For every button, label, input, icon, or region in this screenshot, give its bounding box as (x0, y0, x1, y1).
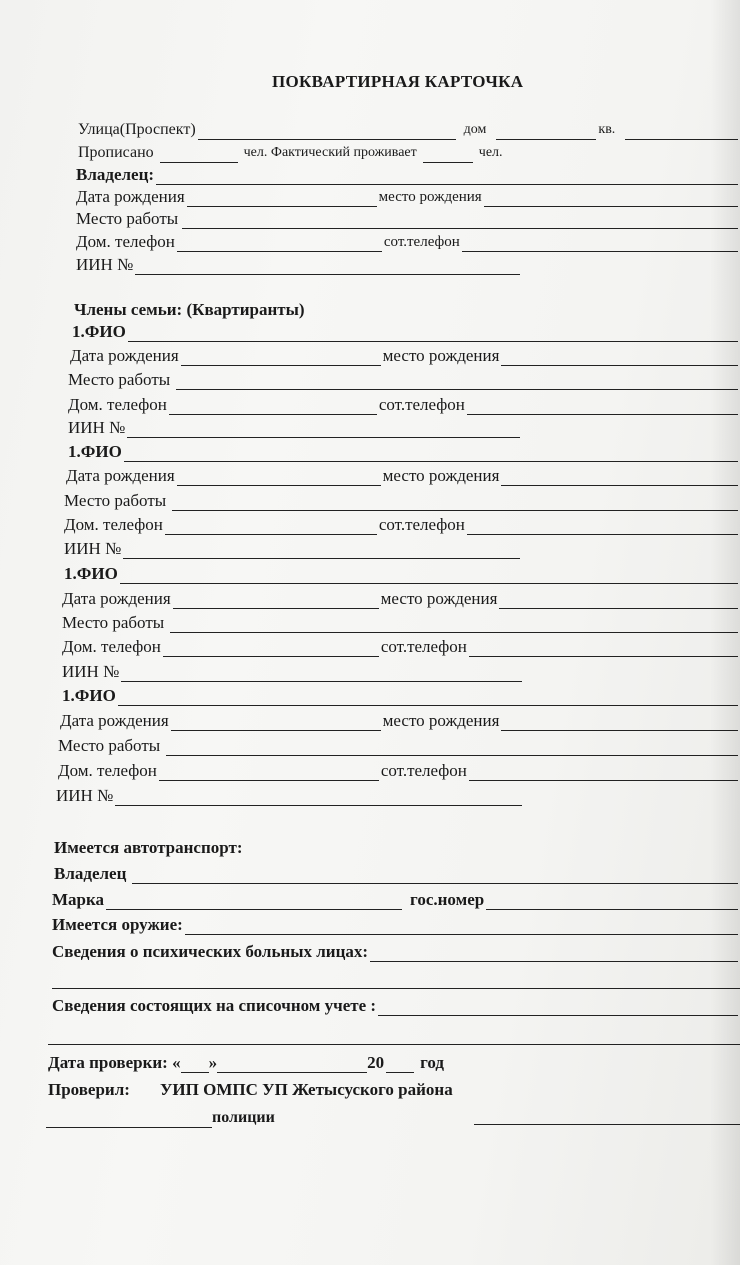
owner-mobile-field[interactable] (462, 234, 738, 252)
weapon-row (52, 913, 740, 935)
member-2-iin-row (64, 537, 522, 559)
member-mobile-field[interactable] (467, 397, 738, 415)
member-mobile-label: сот.телефон (380, 761, 467, 780)
signature-line[interactable] (474, 1124, 740, 1125)
member-1-fio-row (72, 320, 740, 342)
check-year-field[interactable] (386, 1055, 414, 1073)
member-iin-field[interactable] (115, 788, 522, 806)
owner-birth-place-field[interactable] (484, 189, 738, 207)
owner-phone-row (76, 230, 740, 252)
member-birth-place-label: место рождения (380, 589, 498, 608)
vehicle-heading-row (54, 836, 454, 858)
owner-iin-row (76, 253, 522, 275)
member-4-phone-row (58, 759, 740, 781)
member-iin-field[interactable] (127, 420, 520, 438)
member-home-phone-label: Дом. телефон (58, 761, 157, 780)
member-1-iin-row (68, 416, 522, 438)
vehicle-brand-label: Марка (52, 890, 105, 909)
member-work-field[interactable] (176, 372, 738, 390)
registered-row (78, 141, 638, 163)
member-2-birth-row (66, 464, 740, 486)
check-date-label: Дата проверки: « (48, 1053, 181, 1072)
member-iin-label: ИИН № (64, 539, 122, 558)
apt-field[interactable] (625, 122, 738, 140)
member-birth-date-field[interactable] (173, 591, 379, 609)
member-birth-place-field[interactable] (501, 468, 738, 486)
member-1-phone-row (68, 393, 740, 415)
year-label: год (420, 1053, 444, 1072)
owner-home-phone-field[interactable] (177, 234, 382, 252)
member-fio-label: 1.ФИО (62, 686, 116, 705)
house-label: дом (463, 122, 487, 137)
member-iin-field[interactable] (121, 664, 522, 682)
member-2-work-row (64, 489, 740, 511)
member-mobile-label: сот.телефон (378, 515, 465, 534)
police-label: полиции (212, 1109, 275, 1126)
owner-work-row (76, 207, 740, 229)
checked-by-row (48, 1078, 608, 1100)
member-4-iin-row (56, 784, 524, 806)
member-mobile-field[interactable] (469, 639, 738, 657)
member-mobile-field[interactable] (469, 763, 738, 781)
member-4-fio-row (62, 684, 740, 706)
owner-birth-row (76, 185, 740, 207)
people-unit-label: чел. (478, 145, 503, 160)
actual-count-field[interactable] (423, 145, 473, 163)
member-home-phone-field[interactable] (169, 397, 377, 415)
member-iin-label: ИИН № (68, 418, 126, 437)
member-home-phone-label: Дом. телефон (62, 637, 161, 656)
actual-living-label: чел. Фактический проживает (243, 145, 417, 160)
registry-field[interactable] (378, 998, 738, 1016)
member-4-work-row (58, 734, 740, 756)
member-birth-date-label: Дата рождения (62, 589, 171, 608)
member-work-field[interactable] (170, 615, 738, 633)
member-work-field[interactable] (172, 493, 738, 511)
member-birth-date-label: Дата рождения (66, 466, 175, 485)
owner-home-phone-label: Дом. телефон (76, 232, 175, 251)
member-mobile-label: сот.телефон (380, 637, 467, 656)
weapon-label: Имеется оружие: (52, 915, 183, 934)
vehicle-owner-field[interactable] (132, 866, 738, 884)
member-work-label: Место работы (58, 736, 161, 755)
vehicle-heading: Имеется автотранспорт: (54, 838, 243, 857)
checked-by-label: Проверил: (48, 1080, 130, 1099)
owner-work-label: Место работы (76, 209, 179, 228)
form-title: ПОКВАРТИРНАЯ КАРТОЧКА (272, 72, 524, 91)
member-2-fio-row (68, 440, 740, 462)
member-mobile-label: сот.телефон (378, 395, 465, 414)
member-iin-field[interactable] (123, 541, 520, 559)
mental-row (52, 940, 740, 962)
registered-count-field[interactable] (160, 145, 238, 163)
member-fio-label: 1.ФИО (68, 442, 122, 461)
street-field[interactable] (198, 122, 456, 140)
owner-iin-field[interactable] (135, 257, 520, 275)
member-fio-field[interactable] (118, 688, 738, 706)
owner-iin-label: ИИН № (76, 255, 134, 274)
member-birth-date-label: Дата рождения (70, 346, 179, 365)
department-text: УИП ОМПС УП Жетысуского района (159, 1080, 453, 1099)
street-row (78, 118, 740, 140)
member-work-field[interactable] (166, 738, 738, 756)
member-birth-date-field[interactable] (171, 713, 381, 731)
year-prefix: 20 (367, 1053, 385, 1072)
owner-birth-date-field[interactable] (187, 189, 377, 207)
member-birth-date-field[interactable] (181, 348, 381, 366)
member-3-work-row (62, 611, 740, 633)
member-work-label: Место работы (68, 370, 171, 389)
registry-row (52, 994, 740, 1016)
owner-birth-date-label: Дата рождения (76, 187, 185, 206)
check-date-close: » (208, 1053, 218, 1072)
mental-field[interactable] (370, 944, 738, 962)
member-1-birth-row (70, 344, 740, 366)
member-home-phone-label: Дом. телефон (68, 395, 167, 414)
member-birth-place-field[interactable] (501, 348, 738, 366)
mental-label: Сведения о психических больных лицах: (52, 942, 369, 961)
weapon-field[interactable] (185, 917, 738, 935)
member-fio-label: 1.ФИО (72, 322, 126, 341)
member-work-label: Место работы (62, 613, 165, 632)
member-3-phone-row (62, 635, 740, 657)
registry-label: Сведения состоящих на списочном учете : (52, 996, 377, 1015)
police-rank-field[interactable] (46, 1110, 212, 1128)
member-3-iin-row (62, 660, 524, 682)
member-home-phone-field[interactable] (159, 763, 379, 781)
member-home-phone-field[interactable] (163, 639, 379, 657)
owner-birth-place-label: место рождения (378, 189, 482, 205)
member-birth-date-field[interactable] (177, 468, 381, 486)
check-day-field[interactable] (181, 1055, 209, 1073)
member-birth-place-label: место рождения (382, 346, 500, 365)
owner-heading: Владелец: (76, 165, 155, 184)
member-birth-place-label: место рождения (382, 466, 500, 485)
vehicle-plate-field[interactable] (486, 892, 738, 910)
member-fio-label: 1.ФИО (64, 564, 118, 583)
member-birth-place-label: место рождения (382, 711, 500, 730)
member-iin-label: ИИН № (56, 786, 114, 805)
apt-label: кв. (598, 122, 616, 137)
registered-label: Прописано (78, 144, 154, 161)
mental-extra-line[interactable] (52, 988, 740, 989)
owner-row (76, 163, 740, 185)
member-3-birth-row (62, 587, 740, 609)
member-work-label: Место работы (64, 491, 167, 510)
vehicle-plate-label: гос.номер (410, 890, 485, 909)
member-mobile-field[interactable] (467, 517, 738, 535)
member-fio-field[interactable] (128, 324, 738, 342)
owner-mobile-label: сот.телефон (383, 234, 460, 250)
member-iin-label: ИИН № (62, 662, 120, 681)
street-label: Улица(Проспект) (78, 121, 196, 138)
member-2-phone-row (64, 513, 740, 535)
vehicle-owner-row (54, 862, 740, 884)
registry-extra-line[interactable] (48, 1044, 740, 1045)
check-month-field[interactable] (217, 1055, 367, 1073)
vehicle-brand-row (52, 888, 740, 910)
vehicle-owner-label: Владелец (54, 864, 127, 883)
owner-field[interactable] (156, 167, 738, 185)
vehicle-brand-field[interactable] (106, 892, 402, 910)
member-3-fio-row (64, 562, 740, 584)
member-birth-place-field[interactable] (499, 591, 738, 609)
member-1-work-row (68, 368, 740, 390)
check-date-row (48, 1051, 548, 1073)
member-birth-place-field[interactable] (501, 713, 738, 731)
member-4-birth-row (60, 709, 740, 731)
owner-work-field[interactable] (182, 211, 738, 229)
member-fio-field[interactable] (124, 444, 738, 462)
family-heading-row (74, 298, 494, 320)
member-birth-date-label: Дата рождения (60, 711, 169, 730)
member-home-phone-field[interactable] (165, 517, 377, 535)
house-field[interactable] (496, 122, 596, 140)
police-row (46, 1106, 366, 1128)
member-fio-field[interactable] (120, 566, 738, 584)
family-heading: Члены семьи: (Квартиранты) (74, 300, 305, 319)
member-home-phone-label: Дом. телефон (64, 515, 163, 534)
